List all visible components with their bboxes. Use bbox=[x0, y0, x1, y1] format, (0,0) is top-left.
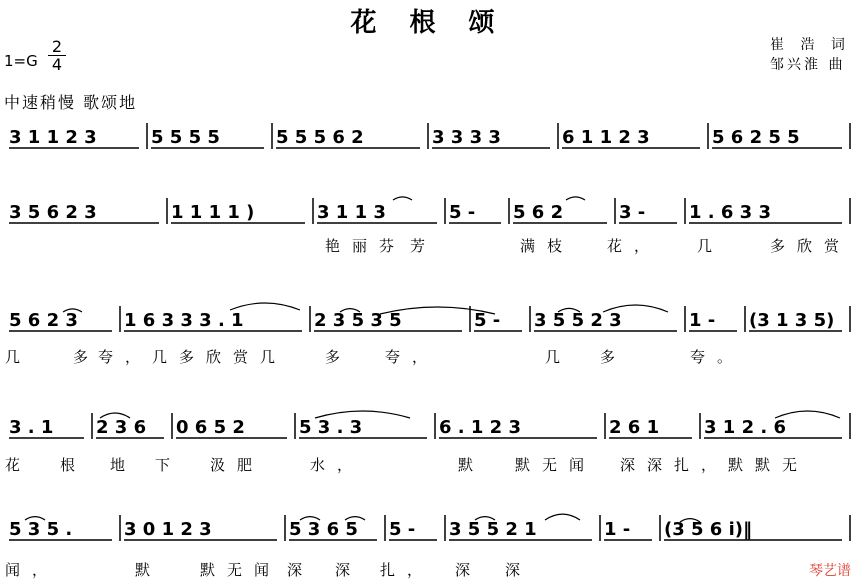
lyric-word: 几 bbox=[545, 348, 573, 366]
measure: 3 5 6 2 3 bbox=[9, 202, 97, 223]
measure: 5 3 . 3 bbox=[299, 417, 363, 438]
watermark-logo: 琴艺谱 bbox=[809, 563, 851, 579]
measure: 3 0 1 2 3 bbox=[124, 519, 212, 540]
tempo-marking: 中速稍慢 歌颂地 bbox=[4, 93, 138, 112]
song-title: 花 根 颂 bbox=[350, 8, 507, 38]
lyric-word: 深 bbox=[505, 561, 533, 579]
measure: 3 5 5 2 1 bbox=[449, 519, 537, 540]
lyric-word: 深 bbox=[287, 561, 315, 579]
lyric-word: 几 bbox=[5, 348, 33, 366]
measure: 3 1 1 3 bbox=[317, 202, 386, 223]
lyric-word: 花， bbox=[607, 237, 662, 255]
lyric-word: 满枝 bbox=[520, 237, 575, 255]
measure: 5 3 5 . bbox=[9, 519, 73, 540]
measure: (3 1 3 5) bbox=[749, 310, 835, 331]
lyric-word: 下 bbox=[155, 456, 183, 474]
lyric-word: 水， bbox=[310, 456, 365, 474]
measure: 3 - bbox=[619, 202, 646, 223]
lyric-word: 多欣赏 bbox=[770, 237, 852, 255]
key-signature: 1=G bbox=[4, 52, 38, 70]
lyric-word: 芳 bbox=[410, 237, 438, 255]
measure: 2 3 6 bbox=[96, 417, 147, 438]
measure: 5 6 2 bbox=[513, 202, 564, 223]
lyric-word: 夸，几多欣赏几 bbox=[98, 348, 288, 366]
lyric-word: 深 bbox=[455, 561, 483, 579]
measure: 0 6 5 2 bbox=[176, 417, 245, 438]
lyric-word: 几 bbox=[697, 237, 725, 255]
measure: 3 . 1 bbox=[9, 417, 54, 438]
lyric-word: 默无闻 bbox=[515, 456, 597, 474]
slur-arc bbox=[545, 514, 580, 520]
lyric-word: 多 bbox=[73, 348, 101, 366]
measure: 5 5 5 5 bbox=[151, 127, 220, 148]
lyric-word: 默 bbox=[458, 456, 486, 474]
slur-arc bbox=[393, 197, 412, 200]
measure: 3 3 3 3 bbox=[432, 127, 501, 148]
measure: 5 - bbox=[389, 519, 416, 540]
measure: 5 - bbox=[449, 202, 476, 223]
measure: 5 - bbox=[474, 310, 501, 331]
slur-arc bbox=[566, 197, 585, 200]
measure: 6 . 1 2 3 bbox=[439, 417, 522, 438]
lyric-word: 多 bbox=[325, 348, 353, 366]
measure: (3 5 6 i)‖ bbox=[664, 519, 752, 540]
lyric-word: 默 bbox=[135, 561, 163, 579]
lyric-word: 花 bbox=[5, 456, 33, 474]
lyric-word: 扎， bbox=[380, 561, 435, 579]
measure: 5 5 5 6 2 bbox=[276, 127, 364, 148]
measure: 5 6 2 3 bbox=[9, 310, 78, 331]
time-signature-bottom: 4 bbox=[48, 55, 66, 73]
measure: 5 3 6 5 bbox=[289, 519, 358, 540]
measure: 1 - bbox=[689, 310, 716, 331]
measure: 1 - bbox=[604, 519, 631, 540]
lyric-word: 地 bbox=[110, 456, 138, 474]
lyric-word: 夸， bbox=[385, 348, 440, 366]
lyric-word: 夸。 bbox=[690, 348, 745, 366]
composer-credit: 邹兴淮 曲 bbox=[770, 57, 846, 73]
measure: 5 6 2 5 5 bbox=[712, 127, 800, 148]
lyric-word: 默无闻 bbox=[200, 561, 282, 579]
lyric-word: 深深扎，默默无 bbox=[620, 456, 810, 474]
lyric-word: 闻， bbox=[5, 561, 60, 579]
lyric-word: 多 bbox=[600, 348, 628, 366]
measure: 3 1 2 . 6 bbox=[704, 417, 787, 438]
time-signature-top: 2 bbox=[51, 37, 63, 56]
measure: 3 1 1 2 3 bbox=[9, 127, 97, 148]
measure: 1 1 1 1 ) bbox=[171, 202, 255, 223]
measure: 2 6 1 bbox=[609, 417, 660, 438]
measure: 3 5 5 2 3 bbox=[534, 310, 622, 331]
measure: 1 6 3 3 3 . 1 bbox=[124, 310, 244, 331]
lyricist-credit: 崔 浩 词 bbox=[770, 37, 851, 53]
lyric-word: 根 bbox=[60, 456, 88, 474]
measure: 2 3 5 3 5 bbox=[314, 310, 402, 331]
measure: 6 1 1 2 3 bbox=[562, 127, 650, 148]
lyric-word: 汲肥 bbox=[210, 456, 265, 474]
slur-arc bbox=[230, 303, 300, 310]
measure: 1 . 6 3 3 bbox=[689, 202, 772, 223]
lyric-word: 深 bbox=[335, 561, 363, 579]
lyric-word: 艳丽芬 bbox=[325, 237, 407, 255]
